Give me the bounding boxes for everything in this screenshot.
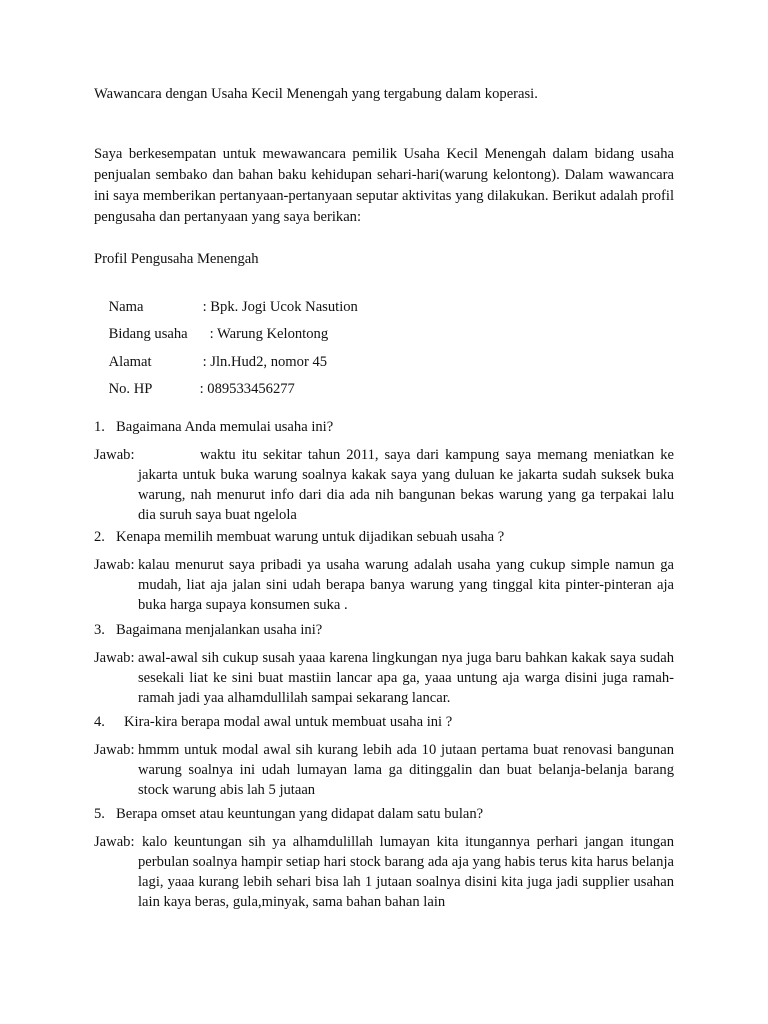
answer-2 xyxy=(94,555,674,615)
question-3 xyxy=(94,622,322,639)
profile-value: : Jln.Hud2, nomor 45 xyxy=(202,354,328,370)
question-number: 3. xyxy=(94,622,105,638)
jawab-label: Jawab: xyxy=(94,650,135,666)
question-number: 2. xyxy=(94,529,105,545)
question-text: Berapa omset atau keuntungan yang didapat dalam satu bulan? xyxy=(116,806,484,822)
profile-label: Bidang usaha xyxy=(108,326,188,342)
profile-value: : Bpk. Jogi Ucok Nasution xyxy=(202,299,358,315)
jawab-label: Jawab: xyxy=(94,557,135,573)
jawab-label: Jawab: xyxy=(94,742,135,758)
question-text: Kenapa memilih membuat warung untuk dijadikan sebuah usaha ? xyxy=(116,529,505,545)
question-text: Kira-kira berapa modal awal untuk membuat usaha ini ? xyxy=(124,714,453,730)
question-number: 5. xyxy=(94,806,105,822)
answer-5 xyxy=(94,832,674,912)
question-5 xyxy=(94,806,483,823)
question-text: Bagaimana Anda memulai usaha ini? xyxy=(116,419,334,435)
answer-text: hmmm untuk modal awal sih kurang lebih ada 10 jutaan pertama buat renovasi bangunan warung soalnya ini udah lumayan lama ga ditinggalin dan buat belanja-belanja barang stock warung abis lah 5 jutaan xyxy=(138,742,674,798)
profile-label: Alamat xyxy=(108,354,152,370)
question-4 xyxy=(94,714,452,731)
profile-heading: Profil Pengusaha Menengah xyxy=(94,251,259,267)
answer-4 xyxy=(94,740,674,800)
profile-value: : 089533456277 xyxy=(199,381,295,397)
answer-text: awal-awal sih cukup susah yaaa karena lingkungan nya juga baru bahkan kakak saya sudah sesekali liat ke sini buat mastiin lancar apa ga, yaaa untung aja warga disini juga ramah-ramah jadi yaa alhamdullilah sampai sekarang lancar. xyxy=(138,650,674,706)
jawab-label: Jawab: xyxy=(94,447,135,463)
answer-text: kalau menurut saya pribadi ya usaha warung adalah usaha yang cukup simple namun ga mudah, liat aja jalan sini udah berapa banya warung yang tinggal kita pinter-pinteran aja buka harga supaya konsumen suka . xyxy=(138,557,674,613)
question-1 xyxy=(94,419,333,436)
answer-text: waktu itu sekitar tahun 2011, saya dari kampung saya memang meniatkan ke jakarta untuk buka warung soalnya kakak saya yang duluan ke jakarta sudah suksek buka warung, nah menurut info dari dia ada nih bangunan bekas warung yang ga terpakai lalu dia suruh saya buat ngelola xyxy=(138,447,674,523)
answer-3 xyxy=(94,648,674,708)
jawab-label: Jawab: xyxy=(94,834,135,850)
question-2 xyxy=(94,529,504,546)
question-number: 4. xyxy=(94,714,105,730)
question-text: Bagaimana menjalankan usaha ini? xyxy=(116,622,323,638)
profile-label: Nama xyxy=(108,299,144,315)
profile-row-no-hp xyxy=(94,364,295,415)
answer-1 xyxy=(94,445,674,525)
question-number: 1. xyxy=(94,419,105,435)
intro-paragraph: Saya berkesempatan untuk mewawancara pemilik Usaha Kecil Menengah dalam bidang usaha penjualan sembako dan bahan baku kehidupan sehari-hari(warung kelontong). Dalam wawancara ini saya memberikan pertanyaan-pertanyaan seputar aktivitas yang dilakukan. Berikut adalah profil pengusaha dan pertanyaan yang saya berikan: xyxy=(94,146,674,225)
profile-label: No. HP xyxy=(108,381,153,397)
profile-value: : Warung Kelontong xyxy=(209,326,329,342)
answer-text: kalo keuntungan sih ya alhamdulillah lumayan kita itungannya perhari jangan itungan perbulan soalnya hampir setiap hari stock barang ada aja yang habis terus kita harus belanja lagi, yaaa kurang lebih sehari bisa lah 1 jutaan soalnya disini kita juga jadi supplier usahan lain kaya beras, gula,minyak, sama bahan bahan lain xyxy=(138,834,674,910)
document-title: Wawancara dengan Usaha Kecil Menengah yang tergabung dalam koperasi. xyxy=(94,86,538,102)
